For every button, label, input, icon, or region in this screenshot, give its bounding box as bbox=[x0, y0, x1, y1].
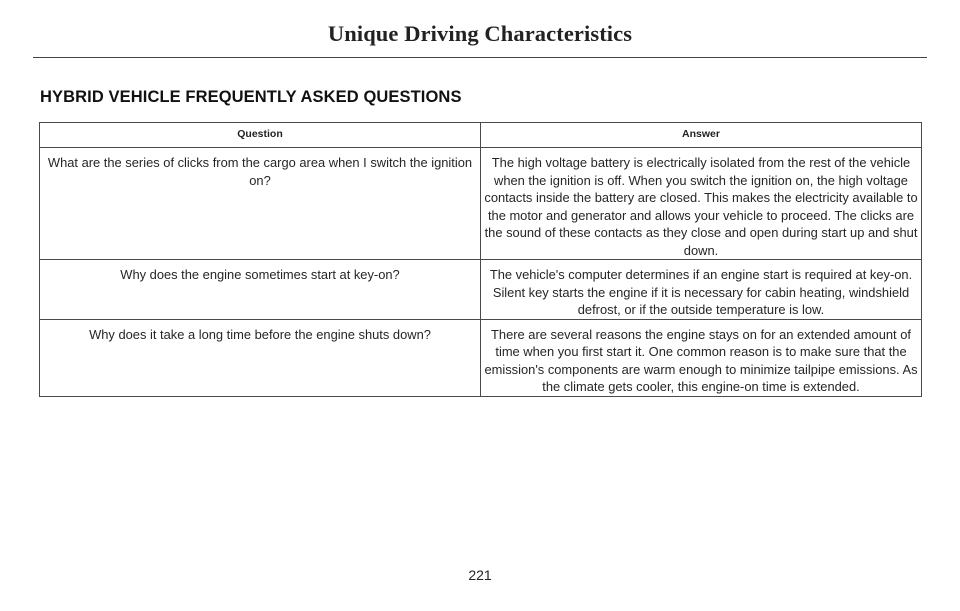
answer-cell: The high voltage battery is electrically isolated from the rest of the vehicle when the ignition is off. When you switch the ignition on, the high voltage contacts inside the battery are closed. This makes the electricity available to the motor and generator and allows your vehicle to proceed. The clicks are the sound of these contacts as they close and open during start up and shut down. bbox=[481, 148, 922, 260]
page-number: 221 bbox=[468, 567, 492, 583]
section-title: HYBRID VEHICLE FREQUENTLY ASKED QUESTIONS bbox=[40, 88, 462, 106]
table-header-row bbox=[40, 123, 922, 148]
answer-cell: The vehicle's computer determines if an engine start is required at key-on. Silent key starts the engine if it is necessary for cabin heating, windshield defrost, or if the outside temperature is low. bbox=[481, 260, 922, 320]
answer-column-header: Answer bbox=[481, 123, 922, 148]
question-cell: Why does it take a long time before the engine shuts down? bbox=[40, 319, 481, 396]
table-row bbox=[40, 260, 922, 320]
header-divider bbox=[33, 57, 927, 58]
table-row bbox=[40, 319, 922, 396]
table-row bbox=[40, 148, 922, 260]
question-cell: Why does the engine sometimes start at key-on? bbox=[40, 260, 481, 320]
question-cell: What are the series of clicks from the cargo area when I switch the ignition on? bbox=[40, 148, 481, 260]
running-header: Unique Driving Characteristics bbox=[327, 21, 633, 46]
faq-table bbox=[39, 122, 922, 397]
question-column-header: Question bbox=[40, 123, 481, 148]
answer-cell: There are several reasons the engine stays on for an extended amount of time when you first start it. One common reason is to make sure that the emission's components are warm enough to minimize tailpipe emissions. As the climate gets cooler, this engine-on time is extended. bbox=[481, 319, 922, 396]
